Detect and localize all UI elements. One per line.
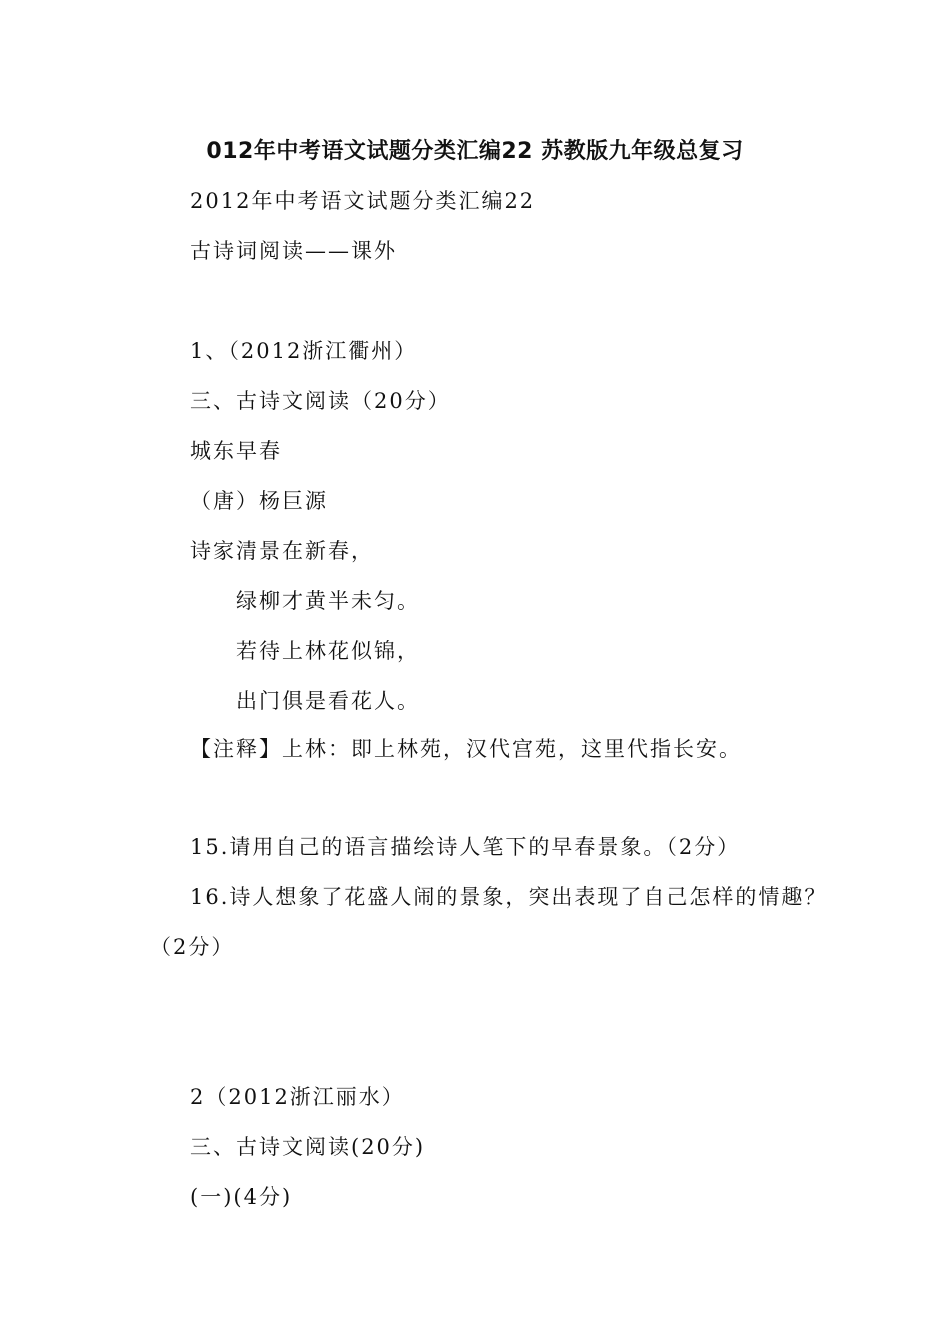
poem-line: 若待上林花似锦， (236, 639, 420, 663)
question-16: 16.诗人想象了花盛人闹的景象，突出表现了自己怎样的情趣？ (190, 885, 828, 909)
part-heading: 三、古诗文阅读(20分) (190, 1135, 426, 1159)
poem-line: 出门俱是看花人。 (236, 689, 420, 713)
question-source: 1、（2012浙江衢州） (190, 339, 418, 363)
poem-line: 诗家清景在新春， (190, 539, 374, 563)
section-heading: 古诗词阅读——课外 (190, 239, 397, 263)
part-heading: 三、古诗文阅读（20分） (190, 389, 451, 413)
sub-part-heading: (一)(4分) (190, 1185, 293, 1209)
subtitle-line: 2012年中考语文试题分类汇编22 (190, 189, 536, 213)
poem-author: （唐）杨巨源 (190, 489, 328, 513)
poem-title: 城东早春 (190, 439, 282, 463)
question-15: 15.请用自己的语言描绘诗人笔下的早春景象。（2分） (190, 835, 741, 859)
document-title: 012年中考语文试题分类汇编22 苏教版九年级总复习 (206, 139, 744, 164)
poem-annotation: 【注释】上林：即上林苑，汉代宫苑，这里代指长安。 (190, 737, 742, 761)
poem-line: 绿柳才黄半未匀。 (236, 589, 420, 613)
question-source: 2（2012浙江丽水） (190, 1085, 405, 1109)
question-16-score: （2分） (150, 935, 235, 959)
